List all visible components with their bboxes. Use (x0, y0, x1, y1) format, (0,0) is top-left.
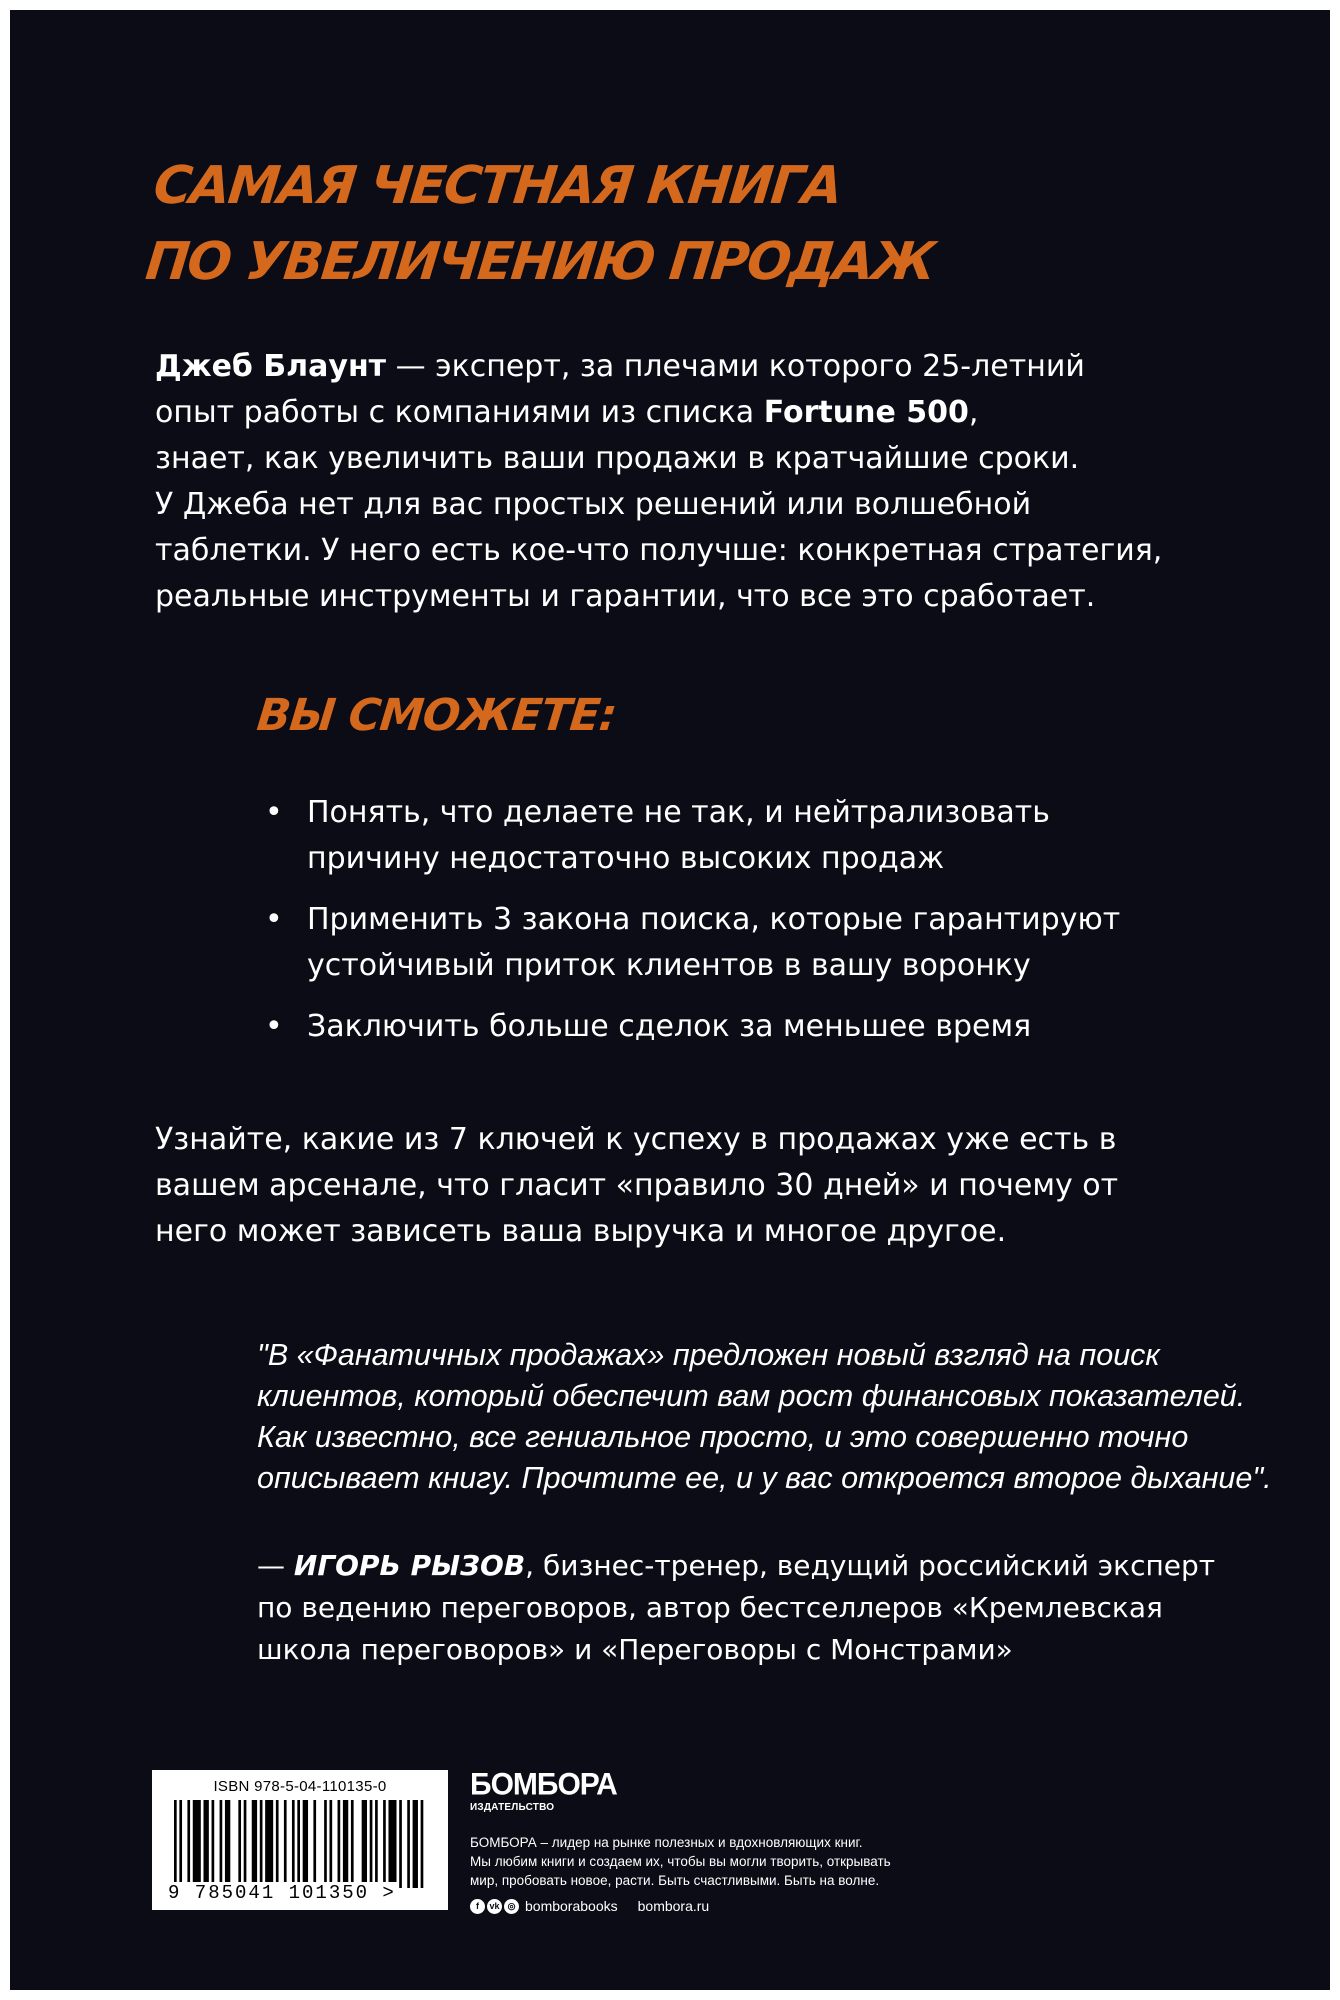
intro-line-3: знает, как увеличить ваши продажи в кратчайшие сроки. (155, 441, 1080, 476)
author-name: Джеб Блаунт (155, 349, 387, 384)
attribution-line-1-text: , бизнес-тренер, ведущий российский эксперт (525, 1549, 1216, 1582)
intro-line-4: У Джеба нет для вас простых решений или волшебной (155, 487, 1032, 522)
publisher-block (470, 1767, 970, 1914)
quote-line-1: "В «Фанатичных продажах» предложен новый взгляд на поиск (257, 1338, 1160, 1372)
attribution-line-3: школа переговоров» и «Переговоры с Монстрами» (257, 1633, 1013, 1666)
fortune-500: Fortune 500 (763, 395, 969, 430)
barcode-image (174, 1800, 426, 1888)
publisher-desc-line: БОМБОРА – лидер на рынке полезных и вдохновляющих книг. (470, 1835, 863, 1850)
list-item-line: Заключить больше сделок за меньшее время (307, 1009, 1032, 1044)
list-item-line: устойчивый приток клиентов в вашу воронку (307, 948, 1031, 983)
reviewer-name: ИГОРЬ РЫЗОВ (293, 1549, 526, 1582)
intro-paragraph (155, 344, 1185, 620)
benefits-list (265, 790, 1165, 1065)
list-item (265, 897, 1165, 989)
list-item (265, 790, 1165, 882)
review-quote (257, 1335, 1272, 1499)
attribution-line-2: по ведению переговоров, автор бестселлеров «Кремлевская (257, 1591, 1163, 1624)
headline-line-2: ПО УВЕЛИЧЕНИЮ ПРОДАЖ (142, 232, 937, 292)
intro-line-2-end: , (968, 395, 979, 430)
list-item-line: Понять, что делаете не так, и нейтрализовать (307, 795, 1050, 830)
social-handle: bomborabooks (525, 1898, 618, 1914)
book-back-cover (10, 10, 1330, 1990)
publisher-desc-line: Мы любим книги и создаем их, чтобы вы могли творить, открывать (470, 1854, 891, 1869)
attribution-line-1 (257, 1545, 1216, 1587)
publisher-description (470, 1833, 970, 1890)
you-can-heading: ВЫ СМОЖЕТЕ: (254, 690, 619, 741)
list-item-line: причину недостаточно высоких продаж (307, 841, 945, 876)
publisher-desc-line: мир, пробовать новое, расти. Быть счастливыми. Быть на волне. (470, 1873, 880, 1888)
intro-line-1 (155, 344, 1185, 390)
quote-attribution (257, 1545, 1216, 1671)
quote-line-2: клиентов, который обеспечит вам рост финансовых показателей. (257, 1379, 1246, 1413)
barcode-label (152, 1770, 448, 1910)
bullet-icon: • (265, 902, 283, 937)
intro-line-2 (155, 390, 1185, 436)
intro-line-2-text: опыт работы с компаниями из списка (155, 395, 764, 430)
intro-line-5: таблетки. У него есть кое-что получше: конкретная стратегия, (155, 533, 1163, 568)
learn-paragraph (155, 1117, 1185, 1255)
publisher-logo-subtitle: ИЗДАТЕЛЬСТВО (470, 1802, 555, 1813)
isbn-text: ISBN 978-5-04-110135-0 (213, 1778, 387, 1795)
vk-icon: vk (487, 1899, 502, 1914)
publisher-logo: БОМБОРА (470, 1767, 617, 1802)
list-item-line: Применить 3 закона поиска, которые гарантируют (307, 902, 1121, 937)
bullet-icon: • (265, 795, 283, 830)
intro-line-1-text: — эксперт, за плечами которого 25-летний (386, 349, 1085, 384)
list-item (265, 1004, 1165, 1050)
barcode-digits: 9 785041 101350 > (168, 1882, 396, 1904)
attribution-dash: — (257, 1549, 294, 1582)
learn-line-2: вашем арсенале, что гласит «правило 30 дней» и почему от (155, 1168, 1119, 1203)
headline (142, 148, 946, 300)
quote-line-3: Как известно, все гениальное просто, и это совершенно точно (257, 1420, 1189, 1454)
facebook-icon: f (470, 1899, 485, 1914)
bullet-icon: • (265, 1009, 283, 1044)
instagram-icon: ◎ (504, 1899, 519, 1914)
learn-line-3: него может зависеть ваша выручка и многое другое. (155, 1214, 1007, 1249)
publisher-website: bombora.ru (637, 1898, 710, 1914)
intro-line-6: реальные инструменты и гарантии, что все это сработает. (155, 579, 1096, 614)
quote-line-4: описывает книгу. Прочтите ее, и у вас откроется второе дыхание". (257, 1461, 1272, 1495)
learn-line-1: Узнайте, какие из 7 ключей к успеху в продажах уже есть в (155, 1122, 1117, 1157)
publisher-socials (470, 1898, 970, 1914)
headline-line-1: САМАЯ ЧЕСТНАЯ КНИГА (150, 156, 844, 216)
